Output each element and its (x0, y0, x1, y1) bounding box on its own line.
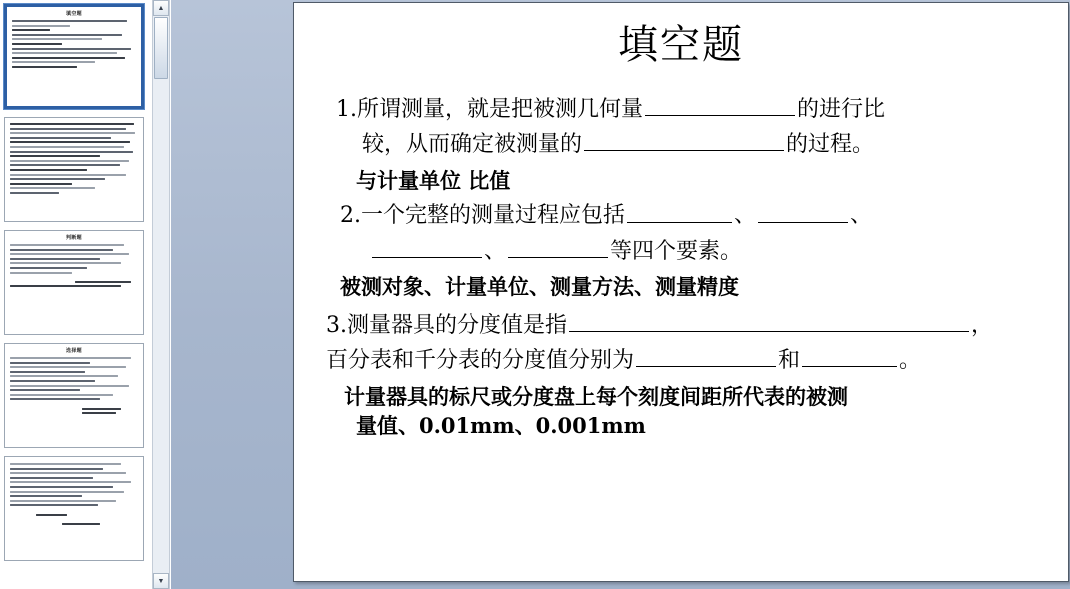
question-2-line2-after: 等四个要素。 (610, 238, 743, 264)
slide-thumbnail-4[interactable] (4, 343, 144, 448)
answer-3-line-1: 计量器具的标尺或分度盘上每个刻度间距所代表的被测 (344, 383, 848, 409)
question-2-number: 2. (340, 203, 361, 229)
question-2 (322, 198, 1050, 231)
question-2-line1-before: 一个完整的测量过程应包括 (361, 203, 626, 229)
question-1-line1-before: 所谓测量，就是把被测几何量 (357, 97, 644, 123)
question-3-line2-after: 。 (899, 348, 922, 374)
slide-title: 填空题 (618, 22, 744, 68)
question-3 (322, 308, 1050, 341)
thumbnail-content (10, 244, 139, 287)
slide-thumbnail-5[interactable] (4, 456, 144, 561)
question-3-blank-3 (802, 343, 897, 367)
question-1-line2-before: 较，从而确定被测量的 (362, 132, 583, 158)
question-2-blank-2 (758, 198, 848, 222)
scroll-down-icon[interactable]: ▼ (153, 573, 169, 589)
question-1-line2-after: 的过程。 (786, 132, 875, 158)
question-2-sep-3: 、 (484, 238, 507, 264)
thumbnail-content (10, 123, 139, 194)
answer-3-line-2: 量值、0.01mm、0.001mm (356, 413, 646, 439)
question-1-blank-1 (645, 92, 795, 116)
scroll-up-icon[interactable]: ▲ (153, 0, 169, 16)
question-1-line1-after: 的进行比 (797, 97, 886, 123)
panel-bottom-strip (0, 580, 152, 589)
question-3-line2-before: 百分表和千分表的分度值分别为 (326, 348, 635, 374)
question-2-sep-1: 、 (734, 203, 757, 229)
thumbnail-content (10, 463, 139, 525)
question-1-line2 (322, 127, 1050, 160)
question-1-number: 1. (336, 97, 357, 123)
question-3-line1-after: ， (971, 313, 994, 339)
thumbnail-title: 填空题 (66, 11, 82, 17)
slide-thumbnail-panel[interactable] (0, 0, 152, 589)
answer-2: 被测对象、计量单位、测量方法、测量精度 (340, 274, 739, 300)
question-3-blank-1 (569, 308, 969, 332)
slide-thumbnail-1[interactable] (4, 4, 144, 109)
slide-stage (171, 0, 1070, 589)
thumbnail-title: 选择题 (66, 348, 82, 354)
question-2-sep-2: 、 (850, 203, 873, 229)
thumbnail-content (10, 357, 139, 414)
question-3-number: 3. (326, 313, 347, 339)
slide-body (322, 92, 1050, 441)
question-1 (322, 92, 1050, 125)
question-1-blank-2 (584, 127, 784, 151)
question-2-line2 (322, 234, 1050, 267)
question-2-blank-4 (508, 234, 608, 258)
question-3-blank-2 (636, 343, 776, 367)
question-3-line1-before: 测量器具的分度值是指 (347, 313, 568, 339)
question-3-line2-mid: 和 (778, 348, 801, 374)
scrollbar-thumb[interactable] (154, 17, 168, 79)
slide-thumbnail-2[interactable] (4, 117, 144, 222)
slide-thumbnail-3[interactable] (4, 230, 144, 335)
question-2-blank-1 (627, 198, 732, 222)
thumbnail-content (12, 20, 137, 68)
question-2-blank-3 (372, 234, 482, 258)
thumbnail-title: 判断题 (66, 235, 82, 241)
current-slide[interactable] (293, 2, 1069, 582)
slide-panel-scrollbar[interactable] (152, 0, 170, 589)
question-3-line2 (322, 343, 1050, 376)
answer-1: 与计量单位 比值 (356, 167, 511, 193)
